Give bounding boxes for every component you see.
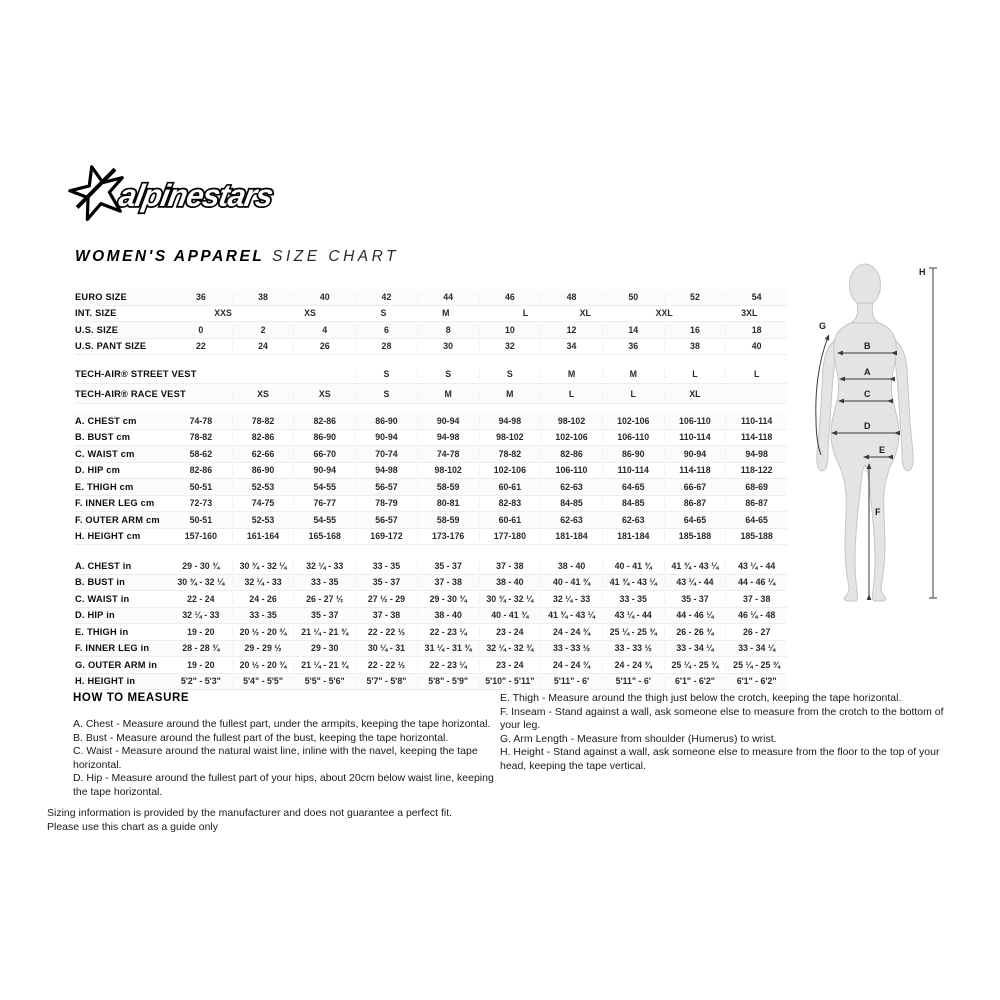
size-value-cell: 37 - 38 [355,610,417,620]
table-row [75,446,787,463]
size-value-cell: 5'5" - 5'6" [293,676,355,686]
row-label: C. WAIST in [75,593,130,604]
size-value-cell: 46 ¼ - 48 [725,610,787,620]
size-value-cell: XS [304,308,316,319]
size-value-cell: 157-160 [184,531,217,542]
size-value-cell: 44 [417,292,479,302]
size-value-cell: 54 [725,292,787,302]
size-value-cell: 106-110 [602,432,664,442]
size-value-cell: 44 - 46 ¼ [725,577,787,587]
size-value-cell: 82-86 [232,432,294,442]
size-value-cell: 58-59 [417,515,479,525]
logo-wordmark: alpinestars [116,178,276,213]
size-value-cell: 28 - 28 ¾ [182,643,220,654]
label-b: B [864,341,871,351]
size-value-cell: 52-53 [232,482,294,492]
table-row [75,558,787,575]
size-value-cell: L [540,389,602,399]
size-value-cell: 26 - 27 [725,627,787,637]
row-label: D. HIP in [75,610,115,621]
row-label: C. WAIST cm [75,448,135,459]
size-value-cell: 161-164 [232,531,294,541]
size-value-cell: 56-57 [355,515,417,525]
measure-instruction: A. Chest - Measure around the fullest part, under the armpits, keeping the tape horizontal. [73,718,491,730]
size-value-cell: 40 - 41 ¾ [479,610,541,620]
size-value-cell: 90-94 [355,432,417,442]
size-value-cell: 5'10" - 5'11" [479,676,541,686]
row-label: D. HIP cm [75,465,121,476]
section-gap [75,404,787,413]
size-value-cell: 74-75 [232,498,294,508]
size-value-cell: 25 ¼ - 25 ¾ [602,627,664,637]
size-value-cell: 185-188 [725,531,787,541]
size-value-cell: 29 - 30 ¾ [417,594,479,604]
size-value-cell: 56-57 [355,482,417,492]
size-value-cell: 35 - 37 [417,561,479,571]
size-value-cell: 177-180 [479,531,541,541]
size-value-cell: 32 ¼ - 33 [182,610,220,621]
size-value-cell: 12 [540,325,602,335]
table-row [75,496,787,513]
size-value-cell: M [602,369,664,379]
size-value-cell: 169-172 [355,531,417,541]
size-value-cell: 23 - 24 [479,627,541,637]
size-value-cell: 66-67 [664,482,726,492]
size-value-cell: M [442,308,450,319]
size-value-cell: 22 - 23 ¼ [417,627,479,637]
size-value-cell: 94-98 [479,416,541,426]
size-value-cell: 37 - 38 [725,594,787,604]
size-value-cell: 90-94 [293,465,355,475]
size-value-cell: 60-61 [479,515,541,525]
size-value-cell: 185-188 [664,531,726,541]
table-row [75,364,787,384]
page-title-main: WOMEN'S APPAREL [75,248,265,265]
size-value-cell: 43 ¼ - 44 [725,561,787,571]
size-value-cell: 31 ¼ - 31 ¾ [417,643,479,653]
row-label: H. HEIGHT in [75,676,136,687]
size-value-cell: 32 ¼ - 33 [293,561,355,571]
size-value-cell: 22 [195,341,206,352]
size-value-cell: 24 - 24 ¾ [602,660,664,670]
size-value-cell: 58-62 [189,448,213,459]
size-value-cell: 62-63 [540,515,602,525]
size-value-cell: 30 ¼ - 31 [355,643,417,653]
table-row [75,591,787,608]
size-value-cell: 52 [664,292,726,302]
row-label: B. BUST in [75,577,126,588]
size-value-cell: 29 - 29 ½ [232,643,294,653]
size-value-cell: 24 - 24 ¾ [540,627,602,637]
size-value-cell: 66-70 [293,449,355,459]
row-label: H. HEIGHT cm [75,531,141,542]
size-value-cell: 86-90 [355,416,417,426]
size-value-cell: 36 [602,341,664,351]
size-value-cell: 98-102 [540,416,602,426]
size-value-cell: 21 ¼ - 21 ¾ [293,627,355,637]
size-value-cell: 18 [725,325,787,335]
size-value-cell: XL [579,308,591,319]
size-value-cell: 6 [355,325,417,335]
size-value-cell: 64-65 [664,515,726,525]
how-to-measure-section [73,692,973,798]
size-value-cell: 20 ½ - 20 ¾ [232,660,294,670]
size-value-cell: 114-118 [664,465,726,475]
size-value-cell: 2 [232,325,294,335]
size-value-cell: 35 - 37 [355,577,417,587]
size-value-cell: 5'7" - 5'8" [355,676,417,686]
row-label: F. INNER LEG in [75,643,150,654]
size-value-cell: 32 ¼ - 32 ¾ [479,643,541,653]
size-value-cell: 74-78 [189,415,213,426]
size-value-cell: 33 - 33 ½ [602,643,664,653]
size-value-cell: XXL [655,308,673,319]
size-value-cell: 22 - 22 ½ [355,627,417,637]
silhouette-neck [851,303,879,323]
size-value-cell: 27 ½ - 29 [355,594,417,604]
size-value-cell: 76-77 [293,498,355,508]
size-value-cell: 24 - 24 ¾ [540,660,602,670]
table-row [75,674,787,691]
measure-instruction: G. Arm Length - Measure from shoulder (Humerus) to wrist. [500,732,777,745]
size-value-cell: 30 ¾ - 32 ¼ [177,577,225,588]
disclaimer [47,806,452,834]
size-value-cell: 23 - 24 [479,660,541,670]
size-value-cell: 19 - 20 [187,659,215,670]
size-value-cell: 25 ¼ - 25 ¾ [664,660,726,670]
size-value-cell: 106-110 [540,465,602,475]
size-value-cell: 6'1" - 6'2" [725,676,787,686]
page-title [75,248,399,266]
silhouette-head [850,264,881,306]
size-value-cell: 4 [293,325,355,335]
measure-instructions-right [500,692,965,773]
table-row [75,384,787,404]
size-value-cell: 62-63 [540,482,602,492]
table-row [75,413,787,430]
row-label: INT. SIZE [75,308,117,319]
size-value-cell: 86-87 [725,498,787,508]
size-value-cell: 26 [293,341,355,351]
size-value-cell: 30 ¾ - 32 ¼ [479,594,541,604]
size-value-cell: 54-55 [293,482,355,492]
size-value-cell: 33 - 33 ½ [540,643,602,653]
size-value-cell: 94-98 [725,449,787,459]
size-value-cell: 84-85 [540,498,602,508]
label-c: C [864,389,871,399]
size-value-cell: 114-118 [725,432,787,442]
size-value-cell: L [602,389,664,399]
size-value-cell: 102-106 [602,416,664,426]
size-value-cell: 37 - 38 [417,577,479,587]
size-value-cell: 36 [195,291,206,302]
size-value-cell: 0 [198,324,204,335]
size-value-cell: S [380,308,387,319]
table-row [75,529,787,546]
size-value-cell: 14 [602,325,664,335]
size-value-cell: 106-110 [664,416,726,426]
size-value-cell: 173-176 [417,531,479,541]
size-value-cell: 8 [417,325,479,335]
size-value-cell: 10 [479,325,541,335]
size-value-cell: 35 - 37 [664,594,726,604]
size-value-cell: 110-114 [602,465,664,475]
size-value-cell: 48 [540,292,602,302]
size-value-cell: 68-69 [725,482,787,492]
table-row [75,608,787,625]
size-value-cell: 22 - 23 ¼ [417,660,479,670]
table-row [75,322,787,339]
label-a: A [864,367,871,377]
label-f: F [875,507,881,517]
alpinestars-logo [68,158,318,230]
row-label: E. THIGH cm [75,481,134,492]
size-value-cell: 25 ¼ - 25 ¾ [725,660,787,670]
size-value-cell: 6'1" - 6'2" [664,676,726,686]
size-value-cell: 46 [479,292,541,302]
size-value-cell: 5'11" - 6' [540,676,602,686]
table-row [75,430,787,447]
size-value-cell: 19 - 20 [187,626,215,637]
row-label: EURO SIZE [75,291,127,302]
size-value-cell: 102-106 [540,432,602,442]
row-label: F. INNER LEG cm [75,498,155,509]
size-value-cell: 78-82 [479,449,541,459]
size-value-cell: 33 - 35 [293,577,355,587]
size-value-cell: 82-86 [540,449,602,459]
size-value-cell: 3XL [741,308,758,319]
size-value-cell: 38 - 40 [540,561,602,571]
size-value-cell: 33 - 34 ¼ [664,643,726,653]
measure-instruction: E. Thigh - Measure around the thigh just below the crotch, keeping the tape horizontal. [500,692,902,704]
size-value-cell: 118-122 [725,465,787,475]
size-value-cell: M [540,369,602,379]
size-value-cell: 64-65 [725,515,787,525]
row-label: G. OUTER ARM in [75,659,158,670]
size-value-cell: 5'8" - 5'9" [417,676,479,686]
table-row [75,624,787,641]
size-value-cell: 78-82 [232,416,294,426]
row-label: U.S. SIZE [75,324,119,335]
size-value-cell: 86-90 [232,465,294,475]
size-value-cell: 54-55 [293,515,355,525]
size-value-cell: 33 - 35 [232,610,294,620]
measure-instructions-left [73,718,508,799]
size-value-cell: 20 ½ - 20 ¾ [232,627,294,637]
section-gap [75,355,787,364]
size-value-cell: 21 ¼ - 21 ¾ [293,660,355,670]
size-chart-table [75,289,787,690]
size-value-cell: 90-94 [417,416,479,426]
row-label: E. THIGH in [75,626,129,637]
size-value-cell: 40 [293,292,355,302]
size-value-cell: 37 - 38 [479,561,541,571]
size-value-cell: XXS [214,308,232,319]
size-value-cell: 84-85 [602,498,664,508]
size-value-cell: 78-79 [355,498,417,508]
size-value-cell: 98-102 [417,465,479,475]
size-value-cell: 41 ¾ - 43 ¼ [602,577,664,587]
row-label: TECH-AIR® STREET VEST [75,368,197,379]
body-measurement-figure [813,253,943,605]
size-value-cell: 181-184 [602,531,664,541]
size-value-cell: 32 ¼ - 33 [232,577,294,587]
row-label: TECH-AIR® RACE VEST [75,388,186,399]
size-value-cell: 82-83 [479,498,541,508]
size-value-cell: 58-59 [417,482,479,492]
size-value-cell: 26 - 27 ½ [293,594,355,604]
size-value-cell: 34 [540,341,602,351]
size-value-cell: 165-168 [293,531,355,541]
size-value-cell: 24 [232,341,294,351]
size-value-cell: 62-66 [232,449,294,459]
size-value-cell: 29 - 30 [293,643,355,653]
size-value-cell: 72-73 [189,498,213,509]
size-value-cell: M [417,389,479,399]
section-gap [75,545,787,558]
size-value-cell: 78-82 [189,432,213,443]
size-value-cell: 90-94 [664,449,726,459]
size-value-cell: 82-86 [293,416,355,426]
row-label: U.S. PANT SIZE [75,341,147,352]
size-value-cell: 94-98 [355,465,417,475]
size-value-cell: 44 - 46 ¼ [664,610,726,620]
size-value-cell: 29 - 30 ¾ [182,560,220,571]
size-value-cell: 33 - 34 ¼ [725,643,787,653]
table-row [75,479,787,496]
table-row [75,339,787,356]
size-value-cell: 86-90 [293,432,355,442]
size-value-cell: 26 - 26 ¾ [664,627,726,637]
size-value-cell: 38 [664,341,726,351]
size-value-cell: 41 ¾ - 43 ¼ [540,610,602,620]
size-value-cell: 74-78 [417,449,479,459]
table-row [75,575,787,592]
size-value-cell: L [522,308,529,319]
silhouette-right-arm [895,341,913,471]
measure-instruction: H. Height - Stand against a wall, ask someone else to measure from the floor to the top of your head, keeping the tape vertical. [500,746,940,772]
size-value-cell: 110-114 [664,432,726,442]
int-size-row-area [170,306,787,322]
size-value-cell: S [355,369,417,379]
disclaimer-line2: Please use this chart as a guide only [47,821,219,833]
measure-instruction: B. Bust - Measure around the fullest part of the bust, keeping the tape horizontal. [73,731,449,744]
size-value-cell: 40 - 41 ¾ [540,577,602,587]
table-row [75,306,787,323]
table-row [75,641,787,658]
size-value-cell: 50-51 [189,514,213,525]
measure-instruction: C. Waist - Measure around the natural waist line, inline with the navel, keeping the tape horizontal. [73,745,478,771]
size-value-cell: 50-51 [189,481,213,492]
how-to-measure-heading: HOW TO MEASURE [73,692,190,704]
size-value-cell: 5'4" - 5'5" [232,676,294,686]
table-row [75,512,787,529]
size-value-cell: XL [664,389,726,399]
size-value-cell: 94-98 [417,432,479,442]
size-value-cell: 42 [355,292,417,302]
row-label: F. OUTER ARM cm [75,514,160,525]
size-value-cell: 40 [725,341,787,351]
table-row [75,463,787,480]
size-value-cell: 22 - 24 [187,593,215,604]
size-value-cell: 32 ¼ - 33 [540,594,602,604]
size-value-cell: L [725,369,787,379]
size-value-cell: 181-184 [540,531,602,541]
size-value-cell: 86-87 [664,498,726,508]
size-value-cell: L [664,369,726,379]
size-value-cell: 52-53 [232,515,294,525]
size-value-cell: 86-90 [602,449,664,459]
label-e: E [879,445,886,455]
size-value-cell: 30 [417,341,479,351]
row-label: A. CHEST cm [75,415,137,426]
size-value-cell: 82-86 [189,465,213,476]
size-value-cell: 38 [232,292,294,302]
size-value-cell: XS [293,389,355,399]
table-row [75,657,787,674]
size-value-cell: 33 - 35 [602,594,664,604]
size-value-cell: S [355,389,417,399]
page-title-sub: SIZE CHART [264,248,399,265]
size-value-cell: 62-63 [602,515,664,525]
size-value-cell: 40 - 41 ¾ [602,561,664,571]
size-value-cell: 102-106 [479,465,541,475]
size-value-cell: 98-102 [479,432,541,442]
size-value-cell: 5'2" - 5'3" [180,676,221,687]
size-value-cell: 24 - 26 [232,594,294,604]
size-value-cell: 5'11" - 6' [602,676,664,686]
size-value-cell: XS [232,389,294,399]
size-value-cell: 38 - 40 [479,577,541,587]
size-value-cell: 28 [355,341,417,351]
row-label: B. BUST cm [75,432,131,443]
size-value-cell: 22 - 22 ½ [355,660,417,670]
size-value-cell: 33 - 35 [355,561,417,571]
size-value-cell: 70-74 [355,449,417,459]
label-h: H [919,267,926,277]
size-value-cell: 64-65 [602,482,664,492]
size-value-cell: 35 - 37 [293,610,355,620]
size-value-cell: S [479,369,541,379]
size-value-cell: 32 [479,341,541,351]
size-value-cell: 38 - 40 [417,610,479,620]
row-label: A. CHEST in [75,560,132,571]
size-value-cell: 30 ¾ - 32 ¼ [232,561,294,571]
label-d: D [864,421,871,431]
size-value-cell: S [417,369,479,379]
table-row [75,289,787,306]
measure-instruction: F. Inseam - Stand against a wall, ask someone else to measure from the crotch to the bottom of your leg. [500,705,944,731]
size-value-cell: 50 [602,292,664,302]
measure-instruction: D. Hip - Measure around the fullest part of your hips, about 20cm below waist line, keeping the tape horizontal. [73,772,494,798]
size-value-cell: M [479,389,541,399]
size-value-cell: 43 ¼ - 44 [664,577,726,587]
size-value-cell: 43 ¼ - 44 [602,610,664,620]
size-value-cell: 16 [664,325,726,335]
label-g: G [819,321,827,331]
size-value-cell: 110-114 [725,416,787,426]
silhouette-body [831,323,899,601]
size-value-cell: 41 ¾ - 43 ¼ [664,561,726,571]
size-value-cell: 60-61 [479,482,541,492]
disclaimer-line1: Sizing information is provided by the manufacturer and does not guarantee a perfect fit. [47,807,453,819]
size-value-cell: 80-81 [417,498,479,508]
